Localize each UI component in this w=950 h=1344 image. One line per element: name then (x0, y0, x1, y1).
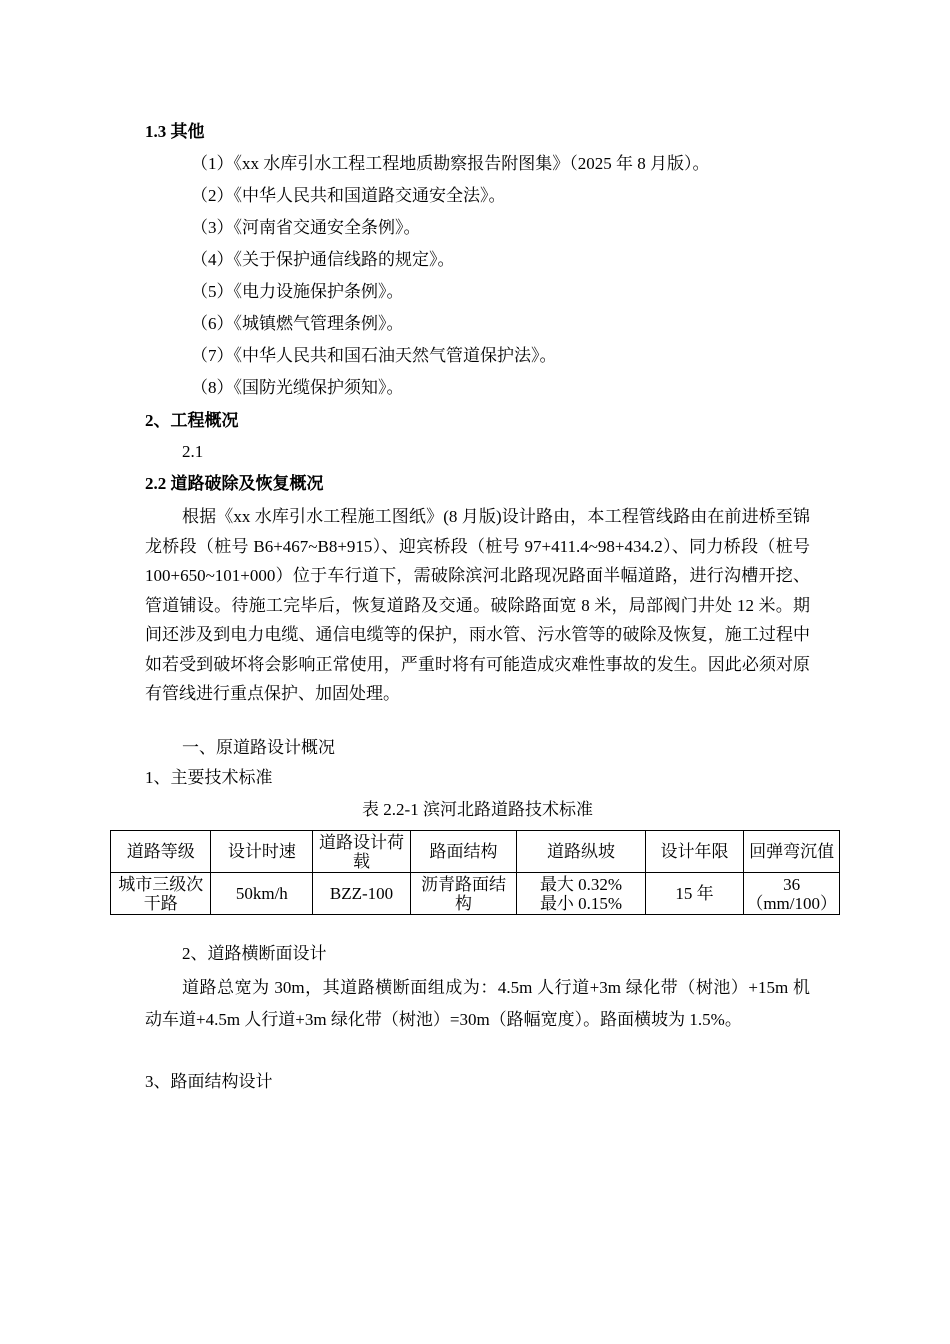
table-caption: 表 2.2-1 滨河北路道路技术标准 (362, 800, 593, 819)
table-header-cell: 道路设计荷载 (313, 831, 411, 873)
section-heading-1-3: 1.3 其他 (145, 122, 205, 141)
reference-item-2: （2）《中华人民共和国道路交通安全法》。 (191, 186, 506, 205)
table-header-row (111, 831, 840, 873)
table-header-cell: 设计年限 (645, 831, 744, 873)
reference-item-4: （4）《关于保护通信线路的规定》。 (191, 250, 455, 269)
reference-item-5: （5）《电力设施保护条例》。 (191, 282, 404, 301)
subheading-pavement-structure: 3、路面结构设计 (145, 1072, 273, 1091)
table-row (111, 873, 840, 915)
table-cell: 城市三级次干路 (111, 873, 211, 915)
table-cell: 50km/h (211, 873, 313, 915)
tech-standards-table (110, 830, 840, 915)
reference-item-8: （8）《国防光缆保护须知》。 (191, 378, 404, 397)
reference-item-7: （7）《中华人民共和国石油天然气管道保护法》。 (191, 346, 557, 365)
subheading-tech-standards: 1、主要技术标准 (145, 768, 273, 787)
subheading-original-design: 一、原道路设计概况 (182, 738, 335, 757)
table-cell: 15 年 (645, 873, 744, 915)
section-heading-2-2: 2.2 道路破除及恢复概况 (145, 474, 324, 493)
reference-item-6: （6）《城镇燃气管理条例》。 (191, 314, 404, 333)
table-header-cell: 道路纵坡 (517, 831, 645, 873)
section-heading-2: 2、工程概况 (145, 411, 239, 430)
table-cell: 最大 0.32% 最小 0.15% (517, 873, 645, 915)
reference-item-3: （3）《河南省交通安全条例》。 (191, 218, 421, 237)
table-cell: 沥青路面结构 (410, 873, 516, 915)
reference-item-1: （1）《xx 水库引水工程工程地质勘察报告附图集》（2025 年 8 月版）。 (191, 154, 710, 173)
table-header-cell: 道路等级 (111, 831, 211, 873)
table-cell: 36（mm/100） (744, 873, 840, 915)
table-header-cell: 设计时速 (211, 831, 313, 873)
table-header-cell: 回弹弯沉值 (744, 831, 840, 873)
table-header-cell: 路面结构 (410, 831, 516, 873)
subsection-2-1: 2.1 (182, 442, 204, 461)
subheading-cross-section: 2、道路横断面设计 (182, 944, 327, 963)
cross-section-paragraph: 道路总宽为 30m，其道路横断面组成为：4.5m 人行道+3m 绿化带（树池）+15m 机动车道+4.5m 人行道+3m 绿化带（树池）=30m（路幅宽度）。路面横坡为 1.5%。 (145, 978, 810, 1029)
body-paragraph: 根据《xx 水库引水工程施工图纸》(8 月版)设计路由，本工程管线路由在前进桥至锦龙桥段（桩号 B6+467~B8+915）、迎宾桥段（桩号 97+411.4~98+434.2）、同力桥段（桩号 100+650~101+000）位于车行道下，需破除滨河北路现况路面半幅道路，进行沟槽开挖、管道铺设。待施工完毕后，恢复道路及交通。破除路面宽 8 米，局部阀门井处 12 米。期间还涉及到电力电缆、通信电缆等的保护，雨水管、污水管等的破除及恢复，施工过程中如若受到破坏将会影响正常使用，严重时将有可能造成灾难性事故的发生。因此必须对原有管线进行重点保护、加固处理。 (145, 507, 810, 703)
table-cell: BZZ-100 (313, 873, 411, 915)
